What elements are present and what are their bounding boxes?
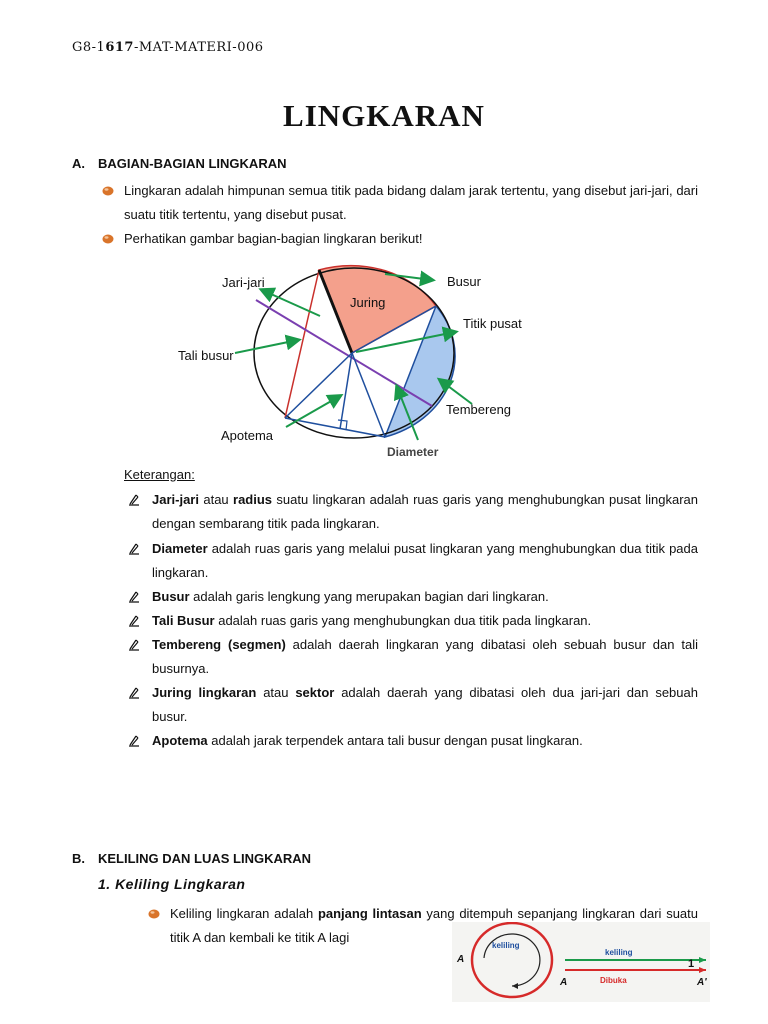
bullet-item: Keliling lingkaran adalah panjang lintasan yang ditempuh sepanjang lingkaran dari suatu titik A dan kembali ke titik A lagi: [148, 902, 698, 950]
definition-item: Diameter adalah ruas garis yang melalui pusat lingkaran yang menghubungkan dua titik pada lingkaran.: [128, 537, 698, 585]
label-juring: Juring: [350, 295, 386, 310]
tali-busur-line: [285, 270, 319, 418]
label-diameter: Diameter: [387, 445, 439, 459]
section-a-heading: A. BAGIAN-BAGIAN LINGKARAN: [72, 156, 287, 171]
circle-parts-diagram: [165, 262, 545, 462]
label-busur: Busur: [447, 274, 481, 289]
definition-item: Busur adalah garis lengkung yang merupakan bagian dari lingkaran.: [128, 585, 698, 609]
definition-item: Jari-jari atau radius suatu lingkaran adalah ruas garis yang menghubungkan pusat lingkaran dengan sembarang titik pada lingkaran.: [128, 488, 698, 536]
label-titik-pusat: Titik pusat: [463, 316, 522, 331]
pen-bullet-icon: [128, 686, 140, 699]
section-b-heading: B. KELILING DAN LUAS LINGKARAN: [72, 851, 312, 866]
orange-bullet-icon: [148, 908, 160, 920]
page-title: LINGKARAN: [283, 98, 485, 133]
keliling-diagram: [452, 922, 710, 1002]
label-tembereng: Tembereng: [446, 402, 512, 417]
definition-item: Tembereng (segmen) adalah daerah lingkaran yang dibatasi oleh sebuah busur dan tali busurnya.: [128, 633, 698, 681]
keliling-line-label: keliling: [605, 948, 633, 957]
point-a-prime: A': [697, 977, 707, 988]
definition-item: Tali Busur adalah ruas garis yang menghubungkan dua titik pada lingkaran.: [128, 609, 698, 633]
pen-bullet-icon: [128, 638, 140, 651]
label-apotema: Apotema: [221, 428, 274, 443]
bullet-item: Perhatikan gambar bagian-bagian lingkaran berikut!: [102, 227, 698, 251]
definition-item: Apotema adalah jarak terpendek antara tali busur dengan pusat lingkaran.: [128, 729, 698, 753]
number-label: 1: [688, 958, 695, 970]
label-jari-jari: Jari-jari: [222, 275, 265, 290]
definition-item: Juring lingkaran atau sektor adalah daerah yang dibatasi oleh dua jari-jari dan sebuah busur.: [128, 681, 698, 729]
keliling-circle-label: keliling: [492, 941, 520, 950]
orange-bullet-icon: [102, 185, 114, 197]
subsection-title: 1. Keliling Lingkaran: [98, 876, 246, 892]
pen-bullet-icon: [128, 590, 140, 603]
bullet-item: Lingkaran adalah himpunan semua titik pada bidang dalam jarak tertentu, yang disebut jari-jari, dari suatu titik tertentu, yang disebut pusat.: [102, 179, 698, 227]
pen-bullet-icon: [128, 734, 140, 747]
document-code: G8-1617-MAT-MATERI-006: [72, 40, 264, 55]
pen-bullet-icon: [128, 542, 140, 555]
keterangan-label: Keterangan:: [124, 467, 195, 482]
point-a-left: A: [457, 954, 465, 965]
label-tali-busur: Tali busur: [178, 348, 234, 363]
pen-bullet-icon: [128, 614, 140, 627]
dibuka-label: Dibuka: [600, 976, 627, 985]
pen-bullet-icon: [128, 493, 140, 506]
point-a-start: A: [560, 977, 568, 988]
orange-bullet-icon: [102, 233, 114, 245]
